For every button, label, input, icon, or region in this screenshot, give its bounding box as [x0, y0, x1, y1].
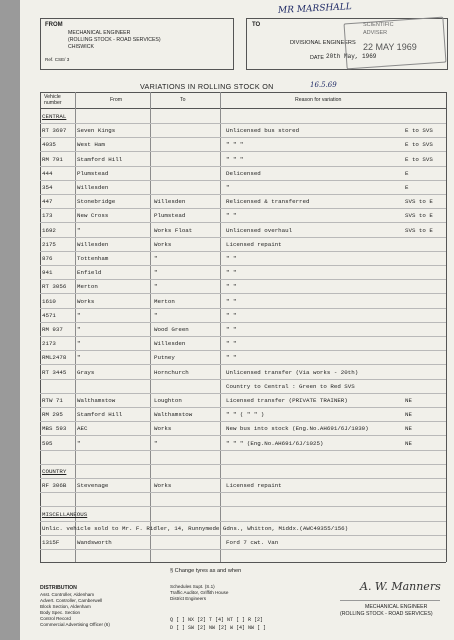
table-row [40, 453, 446, 462]
table-row [40, 495, 446, 504]
to-cell: Willesden [154, 198, 186, 205]
table-row [40, 254, 446, 263]
from-line-2: (ROLLING STOCK - ROAD SERVICES) [68, 37, 161, 43]
document-sheet [20, 0, 454, 640]
row-rule [40, 123, 446, 124]
vehicle-cell: 1315F [42, 539, 60, 546]
to-cell: Merton [154, 298, 175, 305]
reason-cell: " [226, 184, 230, 191]
table-row [40, 155, 446, 164]
reason-cell: " " " [226, 141, 244, 148]
vehicle-cell: Unlic. vehicle sold to Mr. F. Ridler, 14, Runnymede Gdns., Whitton, Middx.(AWC49355/156) [42, 525, 349, 532]
vehicle-cell: 447 [42, 198, 53, 205]
reason-cell: " " [226, 326, 237, 333]
table-right-border [446, 92, 447, 562]
vehicle-cell: 595 [42, 440, 53, 447]
from-cell: Stevenage [77, 482, 109, 489]
vehicle-cell: 876 [42, 255, 53, 262]
vehicle-cell: MISCELLANEOUS [42, 511, 88, 518]
header-bottom-rule [40, 108, 446, 109]
reason-cell: Unlicensed bus stored [226, 127, 300, 134]
row-rule [40, 166, 446, 167]
row-rule [40, 535, 446, 536]
direction-cell: NE [405, 397, 412, 404]
reason-cell: Ford 7 cwt. Van [226, 539, 279, 546]
from-cell: Walthamstow [77, 397, 116, 404]
to-cell: Hornchurch [154, 369, 189, 376]
table-row [40, 282, 446, 291]
row-rule [40, 265, 446, 266]
from-cell: Stamford Hill [77, 411, 123, 418]
to-cell: " [154, 440, 158, 447]
vehicle-cell: RF 306B [42, 482, 67, 489]
row-rule [40, 237, 446, 238]
direction-cell: SVS to E [405, 227, 433, 234]
to-cell: Works [154, 241, 172, 248]
direction-cell: E to SVS [405, 141, 433, 148]
row-rule [40, 364, 446, 365]
stamp-line-1: SCIENTIFIC [363, 22, 394, 28]
vehicle-cell: RT 3697 [42, 127, 67, 134]
table-row [40, 311, 446, 320]
row-rule [40, 194, 446, 195]
reason-cell: " " " (Eng.No.AH691/6J/1025) [226, 440, 324, 447]
to-cell: " [154, 255, 158, 262]
table-row [40, 169, 446, 178]
signatory-title: MECHANICAL ENGINEER [365, 604, 428, 610]
row-rule [40, 393, 446, 394]
from-cell: AEC [77, 425, 88, 432]
col-to: To [180, 97, 186, 103]
direction-cell: SVS to E [405, 198, 433, 205]
row-rule [40, 350, 446, 351]
vehicle-cell: 1610 [42, 298, 56, 305]
direction-cell: E to SVS [405, 127, 433, 134]
distribution-item: District Engineers [170, 596, 206, 601]
vehicle-cell: RM 937 [42, 326, 63, 333]
vehicle-cell: 4035 [42, 141, 56, 148]
row-rule [40, 137, 446, 138]
table-bottom-rule [40, 562, 446, 563]
handwritten-marshall: MR MARSHALL [277, 2, 353, 16]
from-cell: Willesden [77, 184, 109, 191]
table-row [40, 368, 446, 377]
to-cell: " [154, 312, 158, 319]
reason-cell: " " [226, 312, 237, 319]
table-row [40, 424, 446, 433]
to-cell: Wood Green [154, 326, 189, 333]
from-cell: Wandsworth [77, 539, 112, 546]
from-cell: " [77, 354, 81, 361]
section-heading-row [40, 510, 446, 519]
vehicle-cell: RTW 71 [42, 397, 63, 404]
to-cell: Works [154, 425, 172, 432]
reason-cell: Country to Central : Green to Red SVS [226, 383, 355, 390]
row-rule [40, 308, 446, 309]
stamp-line-2: ADVISER [363, 30, 388, 36]
from-cell: Willesden [77, 241, 109, 248]
vehicle-cell: 173 [42, 212, 53, 219]
col-reason: Reason for variation [295, 97, 342, 103]
reason-cell: " " [226, 212, 237, 219]
reason-cell: " " [226, 255, 237, 262]
from-cell: Stonebridge [77, 198, 116, 205]
table-row [40, 382, 446, 391]
signatory-dept: (ROLLING STOCK - ROAD SERVICES) [340, 611, 433, 617]
col-vehicle-line1: Vehicle [44, 94, 61, 100]
to-cell: Putney [154, 354, 175, 361]
table-row [40, 538, 446, 547]
from-cell: Seven Kings [77, 127, 116, 134]
row-rule [40, 478, 446, 479]
distribution-item: Traffic Auditor, Griffith House [170, 590, 229, 595]
distribution-item: Body Spec. Section [40, 610, 81, 615]
vehicle-cell: 2173 [42, 340, 56, 347]
vehicle-cell: 354 [42, 184, 53, 191]
table-row [40, 183, 446, 192]
row-rule [40, 407, 446, 408]
row-rule [40, 379, 446, 380]
from-cell: Tottenham [77, 255, 109, 262]
section-heading-row [40, 467, 446, 476]
row-rule [40, 293, 446, 294]
reason-cell: Unlicensed transfer (Via works - 20th) [226, 369, 359, 376]
vehicle-cell: 4571 [42, 312, 56, 319]
reason-cell: Licensed repaint [226, 241, 282, 248]
row-rule [40, 450, 446, 451]
direction-cell: E to SVS [405, 156, 433, 163]
from-cell: " [77, 312, 81, 319]
from-cell: " [77, 340, 81, 347]
table-row [40, 140, 446, 149]
to-cell: Loughton [154, 397, 182, 404]
to-cell: Walthamstow [154, 411, 193, 418]
vehicle-cell: MBS 593 [42, 425, 67, 432]
signature: A. W. Manners [360, 580, 441, 593]
to-line: DIVISIONAL ENGINEERS [290, 40, 356, 46]
row-rule [40, 222, 446, 223]
table-row [40, 481, 446, 490]
table-row [40, 396, 446, 405]
codes-line-1: Q [ ] NX [2] T [4] NT [ ] R [2] [170, 617, 264, 623]
vehicle-cell: CENTRAL [42, 113, 67, 120]
to-cell: Plumstead [154, 212, 186, 219]
row-rule [40, 464, 446, 465]
from-cell: Plumstead [77, 170, 109, 177]
row-rule [40, 322, 446, 323]
from-label: FROM [45, 22, 63, 28]
reason-cell: Unlicensed overhaul [226, 227, 293, 234]
table-row [40, 240, 446, 249]
document-title: VARIATIONS IN ROLLING STOCK ON [140, 82, 274, 91]
table-row [40, 126, 446, 135]
col-from: From [110, 97, 123, 103]
table-row [40, 524, 446, 533]
from-line-3: CHISWICK [68, 44, 94, 50]
table-top-rule [40, 92, 446, 93]
table-row [40, 197, 446, 206]
row-rule [40, 251, 446, 252]
vehicle-cell: 941 [42, 269, 53, 276]
direction-cell: E [405, 170, 409, 177]
distribution-label: DISTRIBUTION [40, 585, 77, 591]
row-rule [40, 506, 446, 507]
to-label: TO [252, 22, 261, 28]
table-row [40, 211, 446, 220]
from-cell: West Ham [77, 141, 105, 148]
row-rule [40, 435, 446, 436]
to-cell: Works [154, 482, 172, 489]
distribution-item: Commercial Advertising Officer (6) [40, 622, 110, 627]
direction-cell: NE [405, 440, 412, 447]
table-row [40, 325, 446, 334]
table-row [40, 410, 446, 419]
direction-cell: NE [405, 425, 412, 432]
distribution-item: Block Section, Aldenham [40, 604, 91, 609]
from-cell: Works [77, 298, 95, 305]
reason-cell: Relicensed & transferred [226, 198, 310, 205]
reason-cell: Licensed transfer (PRIVATE TRAINER) [226, 397, 348, 404]
row-rule [40, 492, 446, 493]
row-rule [40, 336, 446, 337]
signature-rule [340, 600, 440, 601]
vehicle-cell: 1692 [42, 227, 56, 234]
reason-cell: New bus into stock (Eng.No.AH691/6J/1030) [226, 425, 369, 432]
table-row [40, 226, 446, 235]
vehicle-cell: RM 791 [42, 156, 63, 163]
col-vehicle-line2: number [44, 100, 62, 106]
reason-cell: " " " [226, 156, 244, 163]
table-row [40, 297, 446, 306]
reason-cell: " " [226, 354, 237, 361]
direction-cell: SVS to E [405, 212, 433, 219]
to-cell: " [154, 283, 158, 290]
vehicle-cell: 2175 [42, 241, 56, 248]
table-row [40, 339, 446, 348]
table-row [40, 439, 446, 448]
reason-cell: " " [226, 269, 237, 276]
reason-cell: Licensed repaint [226, 482, 282, 489]
to-cell: Willesden [154, 340, 186, 347]
vehicle-cell: 444 [42, 170, 53, 177]
to-cell: " [154, 269, 158, 276]
vehicle-cell: RT 3056 [42, 283, 67, 290]
distribution-item: Advert. Controller, Camberwell [40, 598, 103, 603]
direction-cell: NE [405, 411, 412, 418]
vehicle-cell: RT 3445 [42, 369, 67, 376]
distribution-item: Asst. Controller, Aldenham [40, 592, 95, 597]
from-cell: " [77, 227, 81, 234]
reason-cell: Delicensed [226, 170, 261, 177]
from-cell: " [77, 326, 81, 333]
row-rule [40, 180, 446, 181]
from-cell: Merton [77, 283, 98, 290]
table-row [40, 268, 446, 277]
reason-cell: " " ( " " ) [226, 411, 265, 418]
from-cell: Grays [77, 369, 95, 376]
date-value: 20th May, 1969 [326, 53, 377, 60]
distribution-item: Schedules Supt. (S.1) [170, 584, 215, 589]
row-rule [40, 521, 446, 522]
reason-cell: " " [226, 283, 237, 290]
table-row [40, 353, 446, 362]
footer-note: § Change tyres as and when [170, 568, 242, 574]
row-rule [40, 208, 446, 209]
from-cell: Stamford Hill [77, 156, 123, 163]
title-date: 16.5.69 [310, 81, 337, 89]
ref-label: Ref. CSE/ 3 [45, 57, 70, 62]
distribution-item: Control Record [40, 616, 71, 621]
reason-cell: " " [226, 340, 237, 347]
from-cell: " [77, 440, 81, 447]
date-label: DATE [310, 55, 324, 61]
direction-cell: E [405, 184, 409, 191]
from-line-1: MECHANICAL ENGINEER [68, 30, 131, 36]
to-cell: Works Float [154, 227, 193, 234]
row-rule [40, 279, 446, 280]
row-rule [40, 151, 446, 152]
vehicle-cell: RML2478 [42, 354, 67, 361]
row-rule [40, 421, 446, 422]
row-rule [40, 549, 446, 550]
codes-line-2: D [ ] SW [2] NW [2] W [4] NW [ ] [170, 625, 267, 631]
from-cell: Enfield [77, 269, 102, 276]
from-cell: New Cross [77, 212, 109, 219]
reason-cell: " " [226, 298, 237, 305]
vehicle-cell: COUNTRY [42, 468, 67, 475]
vehicle-cell: RM 295 [42, 411, 63, 418]
stamp-date: 22 MAY 1969 [363, 42, 417, 52]
section-heading-row [40, 112, 446, 121]
